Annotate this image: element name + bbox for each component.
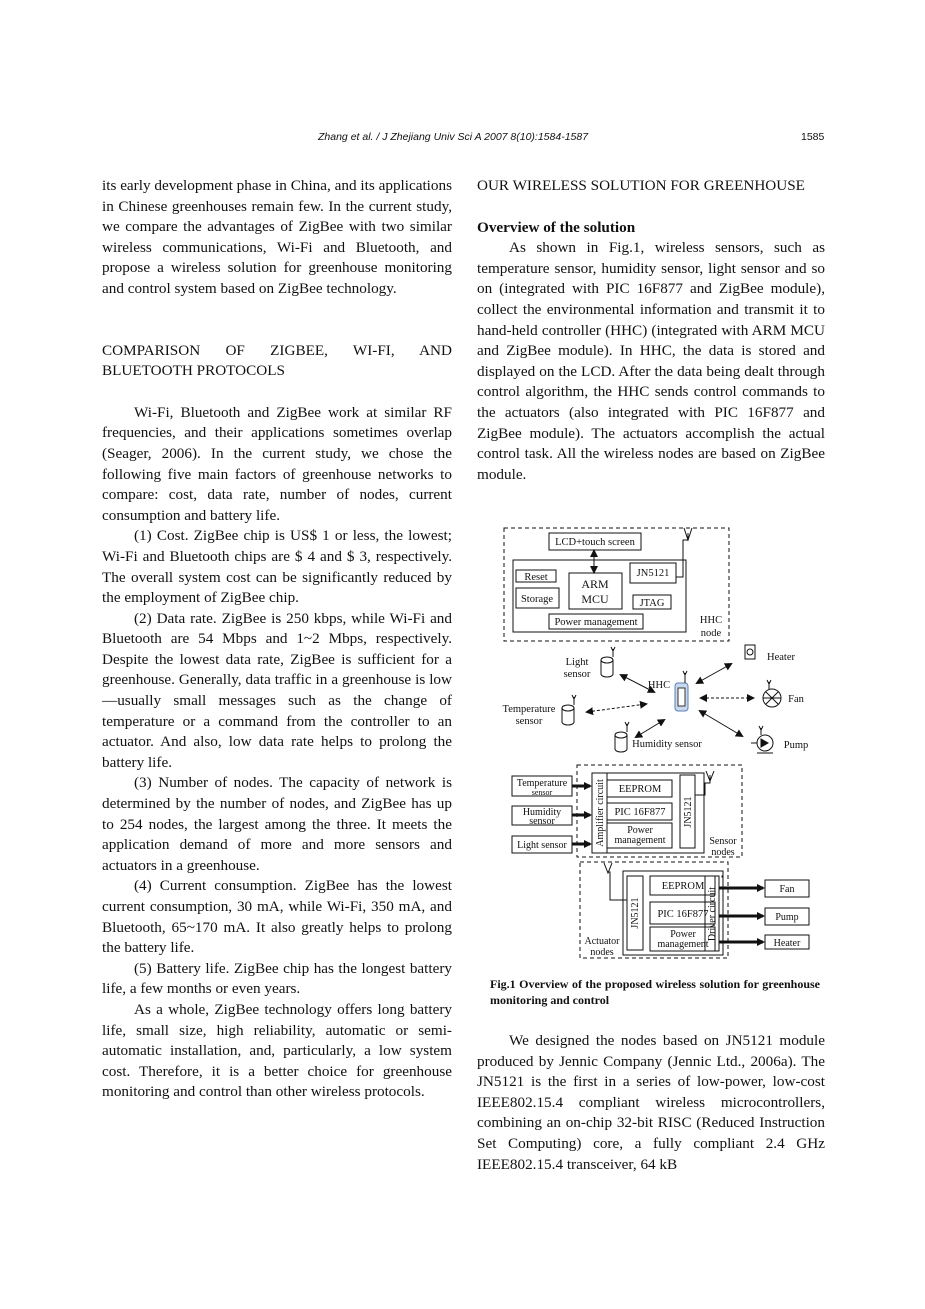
an-pic-label: PIC 16F877	[657, 909, 709, 920]
an-power-label: Power	[670, 929, 696, 940]
lcd-label: LCD+touch screen	[555, 537, 635, 548]
running-header	[0, 131, 925, 147]
amplifier-label: Amplifier circuit	[595, 779, 606, 847]
an-fan-label: Fan	[779, 884, 795, 895]
paragraph: Wi-Fi, Bluetooth and ZigBee work at similar RF frequencies, and their applications sometimes overlap (Seager, 2006). In the current study, we chose the following five main factors of greenhouse networks to compare: cost, data rate, number of nodes, current consumption and battery life.	[102, 403, 452, 524]
fan-label: Fan	[788, 694, 804, 705]
temp-sensor-label-2: sensor	[515, 716, 543, 727]
paragraph-nodes: (3) Number of nodes. The capacity of network is determined by the number of nodes, and ZigBee has up to 254 nodes, the largest among the three. It meets the application demand of more and more sensors and actuators in a greenhouse.	[102, 774, 452, 874]
paragraph-cost: (1) Cost. ZigBee chip is US$ 1 or less, the lowest; Wi-Fi and Bluetooth chips are $ 4 and $ 3, respectively. The overall system cost can be significantly reduced by the employment of ZigBee chip.	[102, 527, 452, 607]
an-eeprom-label: EEPROM	[661, 881, 705, 892]
sn-humidity-label-2: sensor	[529, 816, 555, 827]
an-power-label-2: management	[657, 939, 709, 950]
right-column-continued	[477, 1031, 825, 1175]
storage-label: Storage	[520, 594, 554, 605]
sn-humidity-label: Humidity	[522, 807, 562, 818]
figure-caption: Fig.1 Overview of the proposed wireless solution for greenhouse monitoring and control	[490, 977, 820, 1007]
light-sensor-label-2: sensor	[563, 669, 591, 680]
figure-1	[495, 525, 830, 970]
sn-power-label: Power	[627, 825, 653, 836]
subsection-heading: Overview of the solution	[477, 218, 636, 236]
heater-label: Heater	[767, 652, 795, 663]
sn-jn5121-label: JN5121	[683, 796, 694, 828]
paragraph-data-rate: (2) Data rate. ZigBee is 250 kbps, while Wi-Fi and Bluetooth are 54 Mbps and 1~2 Mbps, respectively. Despite the lowest data rate, ZigBee is sufficient for a greenhouse. Generally, data traffic in a greenhouse is low—usually small messages such as the change of temperature or a command from the controller to an actuator. And also, low data rate helps to prolong the battery life.	[102, 609, 452, 771]
pump-label: Pump	[783, 740, 809, 751]
sn-pic-label: PIC 16F877	[614, 807, 666, 818]
sensor-nodes-label-2: nodes	[711, 847, 735, 858]
sn-power-label-2: management	[614, 835, 666, 846]
driver-circuit-label: Driver circuit	[707, 886, 718, 942]
jn5121-label: JN5121	[636, 568, 670, 579]
left-column	[102, 176, 452, 1103]
system-diagram	[495, 525, 830, 970]
reset-label: Reset	[524, 572, 548, 583]
hhc-label: HHC	[647, 680, 671, 691]
jtag-label: JTAG	[639, 598, 665, 609]
an-heater-label: Heater	[773, 938, 801, 949]
paragraph-current: (4) Current consumption. ZigBee has the lowest current consumption, 30 mA, while Wi-Fi, 350 mA, and Bluetooth, 65~170 mA. It also greatly helps to prolong the battery life.	[102, 877, 452, 957]
section-heading-comparison: COMPARISON OF ZIGBEE, WI-FI, AND BLUETOOTH PROTOCOLS	[102, 341, 452, 380]
sn-temp-label-2: sensor	[531, 788, 553, 797]
hhc-node-label: HHC	[699, 615, 723, 626]
actuator-nodes-label-2: nodes	[590, 947, 614, 958]
an-pump-label: Pump	[775, 912, 799, 923]
section-heading-solution: OUR WIRELESS SOLUTION FOR GREENHOUSE	[477, 177, 805, 194]
an-jn5121-label: JN5121	[630, 897, 641, 929]
paragraph-summary: As a whole, ZigBee technology offers long battery life, small size, high reliability, automatic or semi-automatic installation, and, particularly, a low system cost. Therefore, it is a better choice for greenhouse monitoring and control than other wireless protocols.	[102, 1000, 452, 1101]
actuator-nodes-label: Actuator	[584, 936, 620, 947]
light-sensor-label: Light	[565, 657, 589, 668]
paragraph-battery: (5) Battery life. ZigBee chip has the longest battery life, a few months or even years.	[102, 959, 452, 998]
mcu-label: MCU	[581, 592, 609, 606]
journal-citation: Zhang et al. / J Zhejiang Univ Sci A 2007 8(10):1584-1587	[318, 131, 589, 143]
paragraph-jn5121: We designed the nodes based on JN5121 module produced by Jennic Company (Jennic Ltd., 2006a). The JN5121 is the first in a series of low-power, low-cost IEEE802.15.4 compliant wireless microcontrollers, combining an on-chip 32-bit RISC (Reduced Instruction Set Computing) core, a fully compliant 2.4 GHz IEEE802.15.4 transceiver, 64 kB	[477, 1032, 825, 1173]
sn-temp-label: Temperature	[516, 778, 568, 789]
arm-label: ARM	[581, 577, 609, 591]
hhc-node-label-2: node	[700, 628, 722, 639]
power-management-label: Power management	[554, 617, 638, 628]
sn-light-label: Light sensor	[517, 840, 567, 851]
paragraph-overview: As shown in Fig.1, wireless sensors, such as temperature sensor, humidity sensor, light sensor and so on (integrated with PIC 16F877 and ZigBee module), collect the environmental information and transmit it to hand-held controller (HHC) (integrated with ARM MCU and ZigBee module). In HHC, the data is stored and displayed on the LCD. After the data being dealt through control algorithm, the HHC sends control commands to the actuators (also integrated with PIC 16F877 and ZigBee module). The actuators accomplish the actual control task. All the wireless nodes are based on ZigBee module.	[477, 239, 825, 483]
sn-eeprom-label: EEPROM	[618, 784, 662, 795]
temp-sensor-label: Temperature	[502, 704, 556, 715]
right-column	[477, 176, 825, 485]
page-number: 1585	[801, 131, 825, 143]
sensor-nodes-label: Sensor	[709, 836, 737, 847]
intro-paragraph: its early development phase in China, and its applications in Chinese greenhouses remain few. In the current study, we compare the advantages of ZigBee with two similar wireless communications, Wi-Fi and Bluetooth, and propose a wireless solution for greenhouse monitoring and control system based on ZigBee technology.	[102, 177, 452, 297]
humidity-sensor-label: Humidity sensor	[632, 739, 702, 750]
